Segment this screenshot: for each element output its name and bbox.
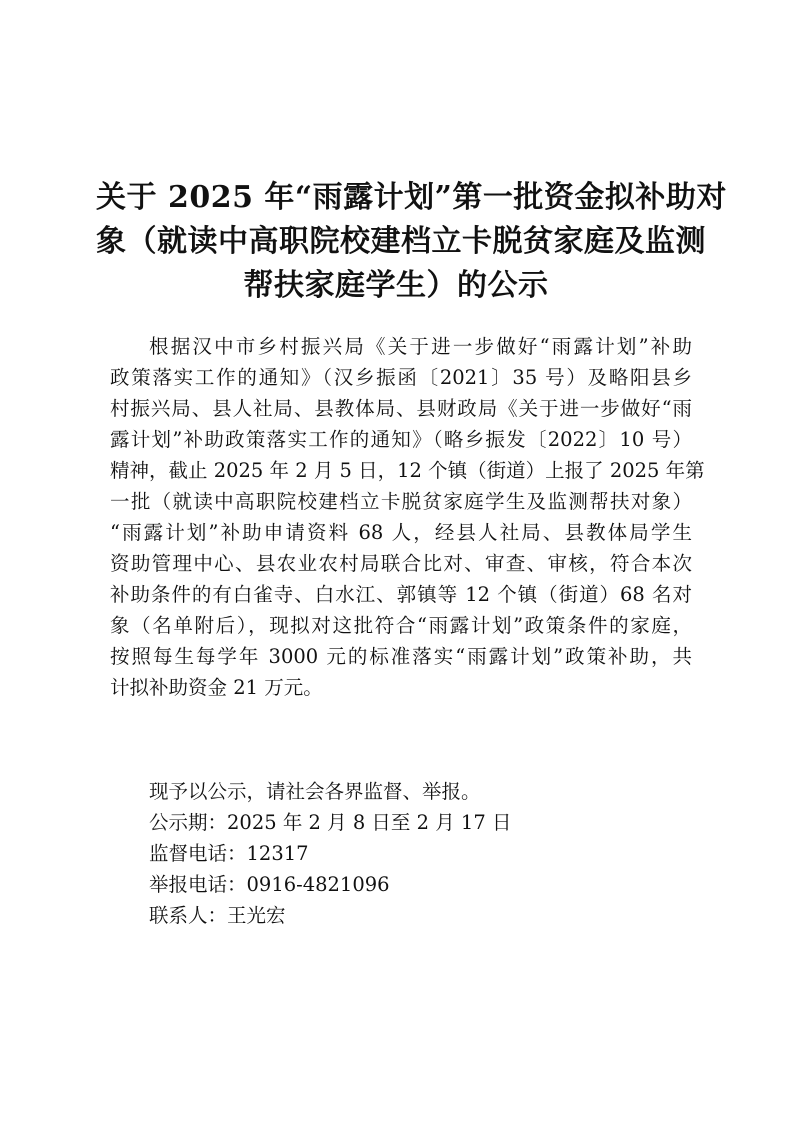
- notice-info: [149, 776, 689, 931]
- body-line: 村振兴局、县人社局、县教体局、县财政局《关于进一步做好“雨: [110, 397, 692, 420]
- body-line: 一批（就读中高职院校建档立卡脱贫家庭学生及监测帮扶对象）: [110, 490, 692, 513]
- document-title: [96, 176, 727, 308]
- title-line: 象（就读中高职院校建档立卡脱贫家庭及监测: [96, 224, 706, 259]
- contact-person: 联系人：王光宏: [149, 904, 286, 927]
- body-line: 精神，截止 2025 年 2 月 5 日，12 个镇（街道）上报了 2025 年第: [110, 459, 705, 482]
- body-line: 补助条件的有白雀寺、白水江、郭镇等 12 个镇（街道）68 名对: [110, 583, 692, 606]
- notice-period: 公示期：2025 年 2 月 8 日至 2 月 17 日: [149, 811, 512, 834]
- body-line: 象（名单附后），现拟对这批符合“雨露计划”政策条件的家庭，: [110, 614, 692, 637]
- body-line: 政策落实工作的通知》（汉乡振函〔2021〕35 号）及略阳县乡: [110, 366, 692, 389]
- body-line: 根据汉中市乡村振兴局《关于进一步做好“雨露计划”补助: [149, 335, 692, 358]
- body-paragraph: [110, 331, 705, 703]
- supervision-phone: 监督电话：12317: [149, 842, 309, 865]
- title-line: 关于 2025 年“雨露计划”第一批资金拟补助对: [96, 180, 727, 215]
- report-phone: 举报电话：0916-4821096: [149, 873, 390, 896]
- body-line: “雨露计划”补助申请资料 68 人，经县人社局、县教体局学生: [110, 521, 692, 544]
- body-line: 资助管理中心、县农业农村局联合比对、审查、审核，符合本次: [110, 552, 692, 575]
- notice-statement: 现予以公示，请社会各界监督、举报。: [149, 780, 481, 803]
- body-line: 计拟补助资金 21 万元。: [110, 676, 323, 699]
- body-line: 露计划”补助政策落实工作的通知》（略乡振发〔2022〕10 号）: [110, 428, 692, 451]
- title-line: 帮扶家庭学生）的公示: [243, 268, 549, 303]
- body-line: 按照每生每学年 3000 元的标准落实“雨露计划”政策补助，共: [110, 645, 692, 668]
